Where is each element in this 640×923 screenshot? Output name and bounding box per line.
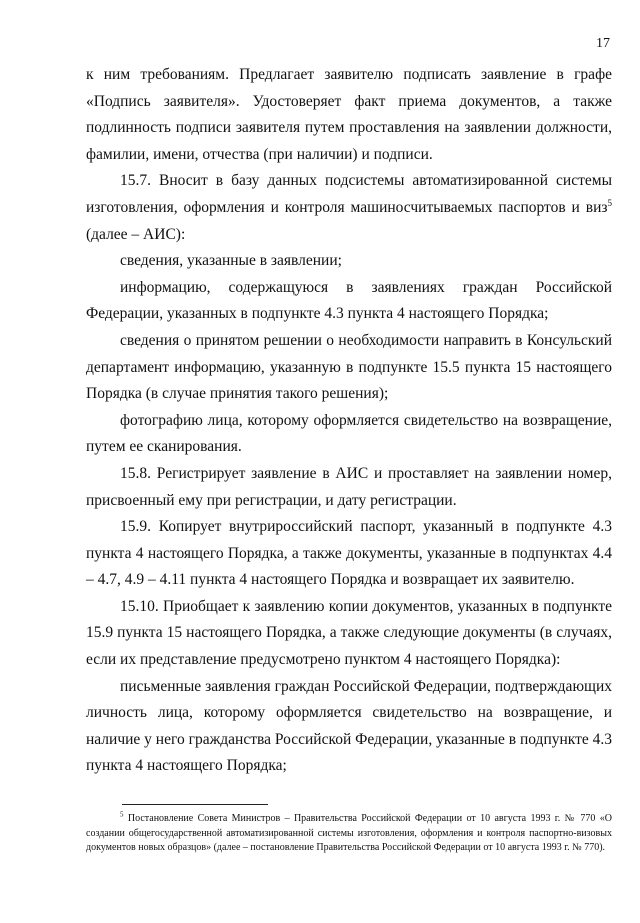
footnote-text: Постановление Совета Министров – Правительства Российской Федерации от 10 августа 1993 г. № 770 «О создании общегосударственной автоматизированной системы изготовления, оформления и контроля паспортно-визовых документов новых образцов» (далее – постановление Правительства Российской Федерации от 10 августа 1993 г. № 770). [86, 813, 612, 853]
footnote-separator [122, 804, 268, 805]
paragraph-15-8: 15.8. Регистрирует заявление в АИС и проставляет на заявлении номер, присвоенный ему при регистрации, и дату регистрации. [86, 464, 612, 509]
document-body [86, 62, 612, 780]
paragraph-15-7-tail: (далее – АИС): [86, 225, 186, 243]
paragraph-15-7-text: 15.7. Вносит в базу данных подсистемы автоматизированной системы изготовления, оформления и контроля машиносчитываемых паспортов и виз [86, 172, 612, 216]
paragraph-15-9: 15.9. Копирует внутрироссийский паспорт, указанный в подпункте 4.3 пункта 4 настоящего Порядка, а также документы, указанные в подпунктах 4.4 – 4.7, 4.9 – 4.11 пункта 4 настоящего Порядка и возвращает их заявителю. [86, 518, 612, 589]
page-number: 17 [596, 36, 610, 51]
paragraph-list-item: фотографию лица, которому оформляется свидетельство на возвращение, путем ее сканирования. [86, 411, 612, 456]
footnote-marker: 5 [120, 810, 124, 819]
footnote-reference: 5 [607, 197, 612, 208]
paragraph-list-item: сведения, указанные в заявлении; [120, 252, 342, 270]
paragraph-15-10: 15.10. Приобщает к заявлению копии документов, указанных в подпункте 15.9 пункта 15 настоящего Порядка, а также следующие документы (в случаях, если их представление предусмотрено пунктом 4 настоящего Порядка): [86, 597, 612, 669]
paragraph-list-item: письменные заявления граждан Российской Федерации, подтверждающих личность лица, которому оформляется свидетельство на возвращение, и наличие у него гражданства Российской Федерации, указанные в подпункте 4.3 пункта 4 настоящего Порядка; [86, 677, 613, 775]
footnote [86, 812, 612, 856]
paragraph-15-7 [86, 168, 612, 248]
paragraph-continuation: к ним требованиям. Предлагает заявителю подписать заявление в графе «Подпись заявителя». Удостоверяет факт приема документов, а также подлинность подписи заявителя путем проставления на заявлении должности, фамилии, имени, отчества (при наличии) и подписи. [86, 66, 612, 163]
paragraph-list-item: сведения о принятом решении о необходимости направить в Консульский департамент информацию, указанную в подпункте 15.5 пункта 15 настоящего Порядка (в случае принятия такого решения); [86, 331, 612, 403]
paragraph-list-item: информацию, содержащуюся в заявлениях граждан Российской Федерации, указанных в подпункте 4.3 пункта 4 настоящего Порядка; [86, 278, 612, 323]
